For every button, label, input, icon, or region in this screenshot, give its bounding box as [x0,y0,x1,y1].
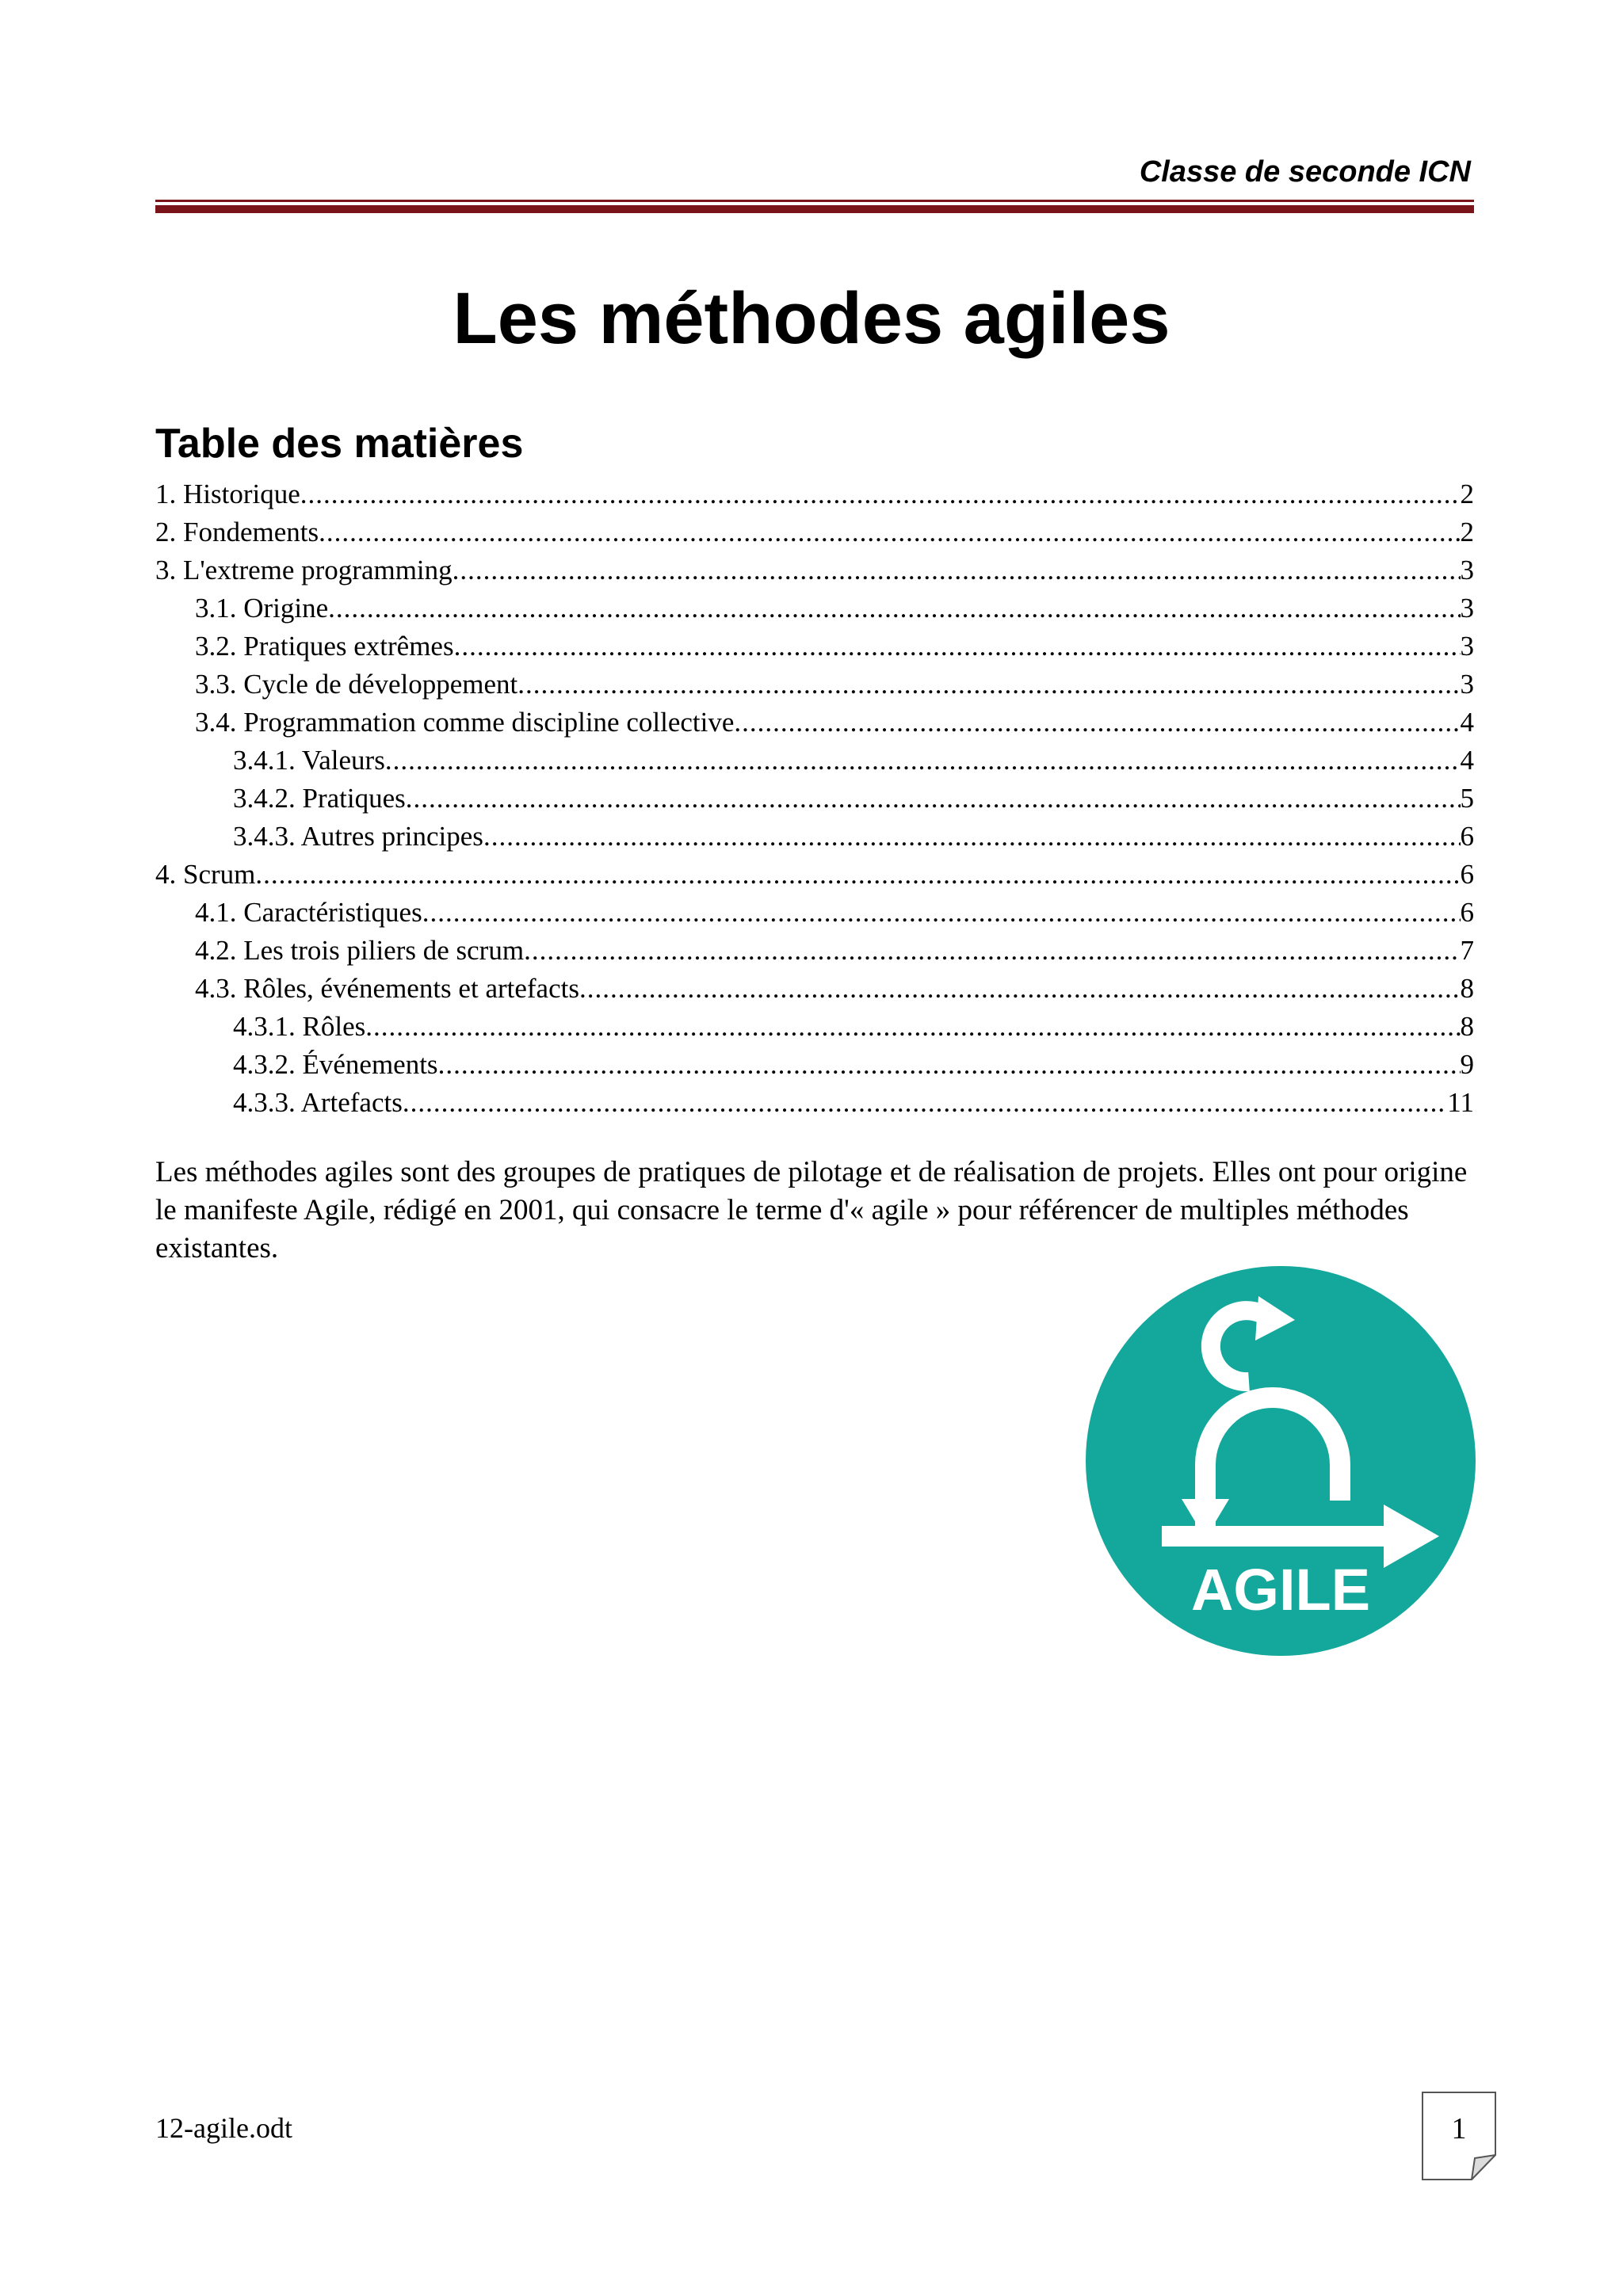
toc-leader [300,475,1461,513]
toc-leader [454,627,1461,666]
toc-entry-page: 6 [1460,859,1474,890]
document-title: Les méthodes agiles [453,278,1170,359]
toc-leader [328,589,1460,627]
toc-entry[interactable] [155,475,1474,513]
toc-entry-page: 2 [1460,479,1474,509]
toc-entry-label: 4.2. Les trois piliers de scrum [195,935,525,966]
toc-entry-label: 3.4.1. Valeurs [233,745,385,776]
toc-entry-page: 7 [1460,935,1474,966]
toc-leader [403,1084,1447,1122]
toc-leader [406,780,1461,818]
toc-leader [453,551,1461,589]
toc-leader [517,666,1460,704]
toc-leader [319,513,1460,551]
toc-entry[interactable] [155,818,1474,856]
toc-leader [255,856,1460,894]
toc-entry-page: 3 [1460,669,1474,700]
toc-entry-page: 5 [1460,783,1474,814]
header-rule [155,200,1474,213]
toc-entry-page: 3 [1460,593,1474,624]
toc-entry-label: 3.1. Origine [195,593,329,624]
header-class-label: Classe de seconde ICN [1139,155,1471,189]
toc-entry-label: 3.4.2. Pratiques [233,783,406,814]
toc-entry[interactable] [155,513,1474,551]
footer-filename: 12-agile.odt [155,2112,292,2144]
toc-entry-page: 11 [1447,1087,1474,1118]
toc-heading: Table des matières [155,421,524,467]
toc-entry[interactable] [155,742,1474,780]
toc-entry-page: 8 [1460,1011,1474,1042]
toc-entry-label: 4.3.1. Rôles [233,1011,366,1042]
toc-entry-page: 4 [1460,745,1474,776]
toc-leader [579,970,1461,1008]
toc-entry-label: 4.3.3. Artefacts [233,1087,403,1118]
toc-entry-label: 3. L'extreme programming [155,555,453,585]
header-rule-thick [155,205,1474,213]
toc-leader [365,1008,1460,1046]
toc-entry-page: 4 [1460,707,1474,738]
toc-entry[interactable] [155,627,1474,666]
toc-entry[interactable] [155,1046,1474,1084]
page-number: 1 [1451,2112,1467,2145]
toc-leader [734,704,1460,742]
toc-entry[interactable] [155,589,1474,627]
toc-entry-label: 4.1. Caractéristiques [195,897,422,928]
agile-logo [1083,1263,1479,1659]
toc-entry-page: 6 [1460,897,1474,928]
toc-entry[interactable] [155,780,1474,818]
toc-entry[interactable] [155,1008,1474,1046]
toc-leader [438,1046,1461,1084]
toc-entry-page: 9 [1460,1049,1474,1080]
table-of-contents [155,475,1474,1122]
intro-paragraph: Les méthodes agiles sont des groupes de pratiques de pilotage et de réalisation de projets. Elles ont pour origine le manifeste Agile, rédigé en 2001, qui consacre le terme d'« agile » pour référencer de multiples méthodes existantes. [155,1156,1468,1264]
toc-entry-label: 3.4. Programmation comme discipline collective [195,707,735,738]
toc-entry-page: 6 [1460,821,1474,852]
logo-text: AGILE [1190,1557,1371,1623]
toc-leader [385,742,1461,780]
toc-leader [524,932,1460,970]
toc-entry[interactable] [155,551,1474,589]
toc-entry[interactable] [155,704,1474,742]
toc-entry-label: 2. Fondements [155,517,319,547]
toc-entry-label: 1. Historique [155,479,300,509]
toc-entry-label: 4. Scrum [155,859,256,890]
toc-entry-page: 2 [1460,517,1474,547]
toc-leader [422,894,1461,932]
toc-entry[interactable] [155,1084,1474,1122]
header-rule-thin [155,200,1474,202]
toc-entry-label: 3.3. Cycle de développement [195,669,518,700]
toc-entry[interactable] [155,666,1474,704]
toc-entry[interactable] [155,894,1474,932]
toc-entry-label: 4.3. Rôles, événements et artefacts [195,973,579,1004]
toc-entry-page: 3 [1460,631,1474,662]
toc-leader [483,818,1461,856]
toc-entry[interactable] [155,970,1474,1008]
toc-entry-page: 8 [1460,973,1474,1004]
toc-entry[interactable] [155,856,1474,894]
toc-entry[interactable] [155,932,1474,970]
toc-entry-label: 3.2. Pratiques extrêmes [195,631,454,662]
toc-entry-page: 3 [1460,555,1474,585]
toc-entry-label: 4.3.2. Événements [233,1049,438,1080]
toc-entry-label: 3.4.3. Autres principes [233,821,483,852]
